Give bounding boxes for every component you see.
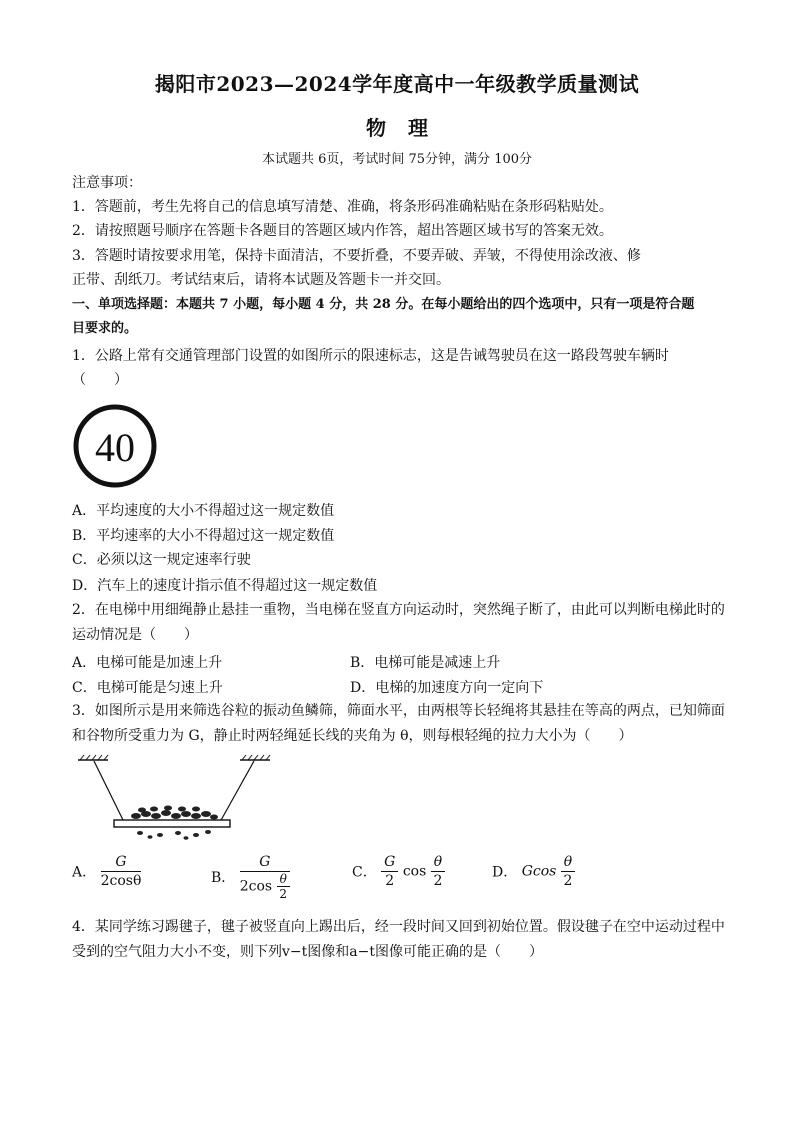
inner-numerator: θ bbox=[277, 872, 290, 887]
note-item: 正带、刮纸刀。考试结束后，请将本试题及答题卡一并交回。 bbox=[72, 272, 450, 288]
q2-option-d: D．电梯的加速度方向一定向下 bbox=[350, 680, 544, 696]
q2-option-c: C．电梯可能是匀速上升 bbox=[72, 680, 223, 696]
q3-stem-cont: 和谷物所受重力为 G，静止时两轻绳延长线的夹角为 θ，则每根轻绳的拉力大小为（ ） bbox=[72, 728, 633, 744]
theta-denominator: 2 bbox=[433, 873, 443, 889]
q3-option-b bbox=[211, 853, 290, 901]
q3-option-c bbox=[352, 853, 445, 890]
q2-options-row1 bbox=[72, 652, 728, 670]
theta-fraction bbox=[431, 853, 445, 890]
q1-option-a: A．平均速度的大小不得超过这一规定数值 bbox=[72, 503, 335, 519]
exam-info: 本试题共 6页，考试时间 75分钟，满分 100分 bbox=[261, 152, 533, 167]
speed-limit-sign bbox=[72, 403, 162, 489]
option-label: A． bbox=[72, 864, 97, 881]
q3-option-a bbox=[72, 853, 141, 890]
q1-option-d: D．汽车上的速度计指示值不得超过这一规定数值 bbox=[72, 578, 378, 594]
q2-stem: 2．在电梯中用细绳静止悬挂一重物，当电梯在竖直方向运动时，突然绳子断了，由此可以判断电梯此时的 bbox=[72, 602, 725, 618]
sieve-diagram bbox=[74, 754, 274, 840]
theta-fraction bbox=[561, 853, 575, 890]
fraction bbox=[240, 853, 290, 901]
notes-heading: 注意事项： bbox=[72, 175, 142, 191]
q3-stem: 3．如图所示是用来筛选谷粒的振动鱼鳞筛，筛面水平，由两根等长轻绳将其悬挂在等高的两点，已知筛面 bbox=[72, 703, 725, 719]
option-label: D． bbox=[492, 864, 518, 881]
section-heading: 一、单项选择题：本题共 7 小题，每小题 4 分，共 28 分。在每小题给出的四个选项中，只有一项是符合题 bbox=[72, 297, 695, 312]
exam-title: 揭阳市2023—2024学年度高中一年级教学质量测试 bbox=[154, 72, 640, 96]
denominator-text: 2cos bbox=[239, 878, 273, 895]
denominator bbox=[240, 872, 290, 901]
inner-fraction bbox=[277, 872, 290, 901]
q3-option-d bbox=[492, 853, 575, 890]
denominator: 2 bbox=[385, 873, 395, 889]
numerator: G bbox=[240, 853, 290, 872]
section-heading-cont: 目要求的。 bbox=[72, 321, 138, 336]
gcos-text: Gcos bbox=[521, 863, 557, 880]
q2-option-b: B．电梯可能是减速上升 bbox=[350, 655, 501, 671]
note-item: 3．答题时请按要求用笔，保持卡面清洁，不要折叠，不要弄破、弄皱，不得使用涂改液、修 bbox=[72, 248, 641, 264]
q2-options-row2 bbox=[72, 677, 728, 695]
fraction bbox=[101, 853, 142, 890]
denominator: 2cosθ bbox=[100, 873, 142, 889]
note-item: 1．答题前，考生先将自己的信息填写清楚、准确，将条形码准确粘贴在条形码粘贴处。 bbox=[72, 199, 613, 215]
q2-option-a: A．电梯可能是加速上升 bbox=[72, 655, 223, 671]
q2-stem-cont: 运动情况是（ ） bbox=[72, 627, 198, 643]
theta-denominator: 2 bbox=[563, 873, 573, 889]
theta-numerator: θ bbox=[431, 853, 445, 872]
q4-stem: 4．某同学练习踢毽子，毽子被竖直向上踢出后，经一段时间又回到初始位置。假设毽子在空中运动过程中 bbox=[72, 919, 725, 935]
option-label: C． bbox=[352, 864, 377, 881]
note-item: 2．请按照题号顺序在答题卡各题目的答题区域内作答，超出答题区域书写的答案无效。 bbox=[72, 223, 613, 239]
theta-numerator: θ bbox=[561, 853, 575, 872]
inner-denominator: 2 bbox=[279, 887, 288, 901]
q1-stem: 1．公路上常有交通管理部门设置的如图所示的限速标志，这是告诫驾驶员在这一路段驾驶车辆时 bbox=[72, 348, 669, 364]
cos-text: cos bbox=[402, 863, 427, 880]
q1-option-c: C．必须以这一规定速率行驶 bbox=[72, 552, 251, 568]
numerator: G bbox=[381, 853, 398, 872]
speed-limit-value: 40 bbox=[95, 425, 135, 470]
q4-stem-cont: 受到的空气阻力大小不变，则下列v−t图像和a−t图像可能正确的是（ ） bbox=[72, 944, 543, 960]
q1-stem-cont: （ ） bbox=[72, 372, 128, 388]
subject-title: 物理 bbox=[366, 116, 450, 140]
option-label: B． bbox=[211, 870, 236, 886]
q1-option-b: B．平均速率的大小不得超过这一规定数值 bbox=[72, 528, 335, 544]
fraction bbox=[381, 853, 398, 890]
numerator: G bbox=[101, 853, 142, 872]
